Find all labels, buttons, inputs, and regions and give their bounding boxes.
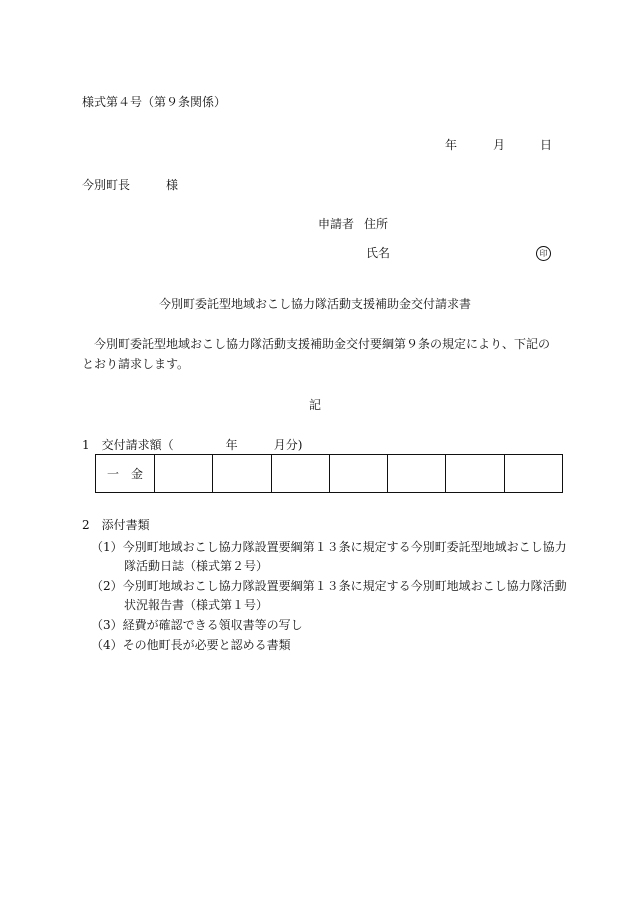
form-number: 様式第４号（第９条関係） xyxy=(82,95,227,109)
section1-year: 年 xyxy=(225,438,238,452)
applicant-block xyxy=(318,216,388,232)
attachment-item-4: （4）その他町長が必要と認める書類 xyxy=(91,638,291,652)
document-title: 今別町委託型地域おこし協力隊活動支援補助金交付請求書 xyxy=(158,297,471,311)
amount-table xyxy=(95,454,563,493)
amount-prefix-cell: 一 金 xyxy=(96,455,155,493)
section2-label: 添付書類 xyxy=(101,518,150,532)
addressee xyxy=(82,177,178,193)
addressee-name: 今別町長 xyxy=(82,178,131,192)
amount-digit-cell[interactable] xyxy=(271,455,329,493)
section1-month: 月分) xyxy=(273,438,303,452)
date-day-label: 日 xyxy=(540,138,553,152)
amount-digit-cell[interactable] xyxy=(388,455,446,493)
attachment-item-2-line1: （2）今別町地域おこし協力隊設置要綱第１３条に規定する今別町地域おこし協力隊活動 xyxy=(91,579,567,593)
ki-heading: 記 xyxy=(308,398,321,412)
section1-number: 1 xyxy=(82,438,90,452)
section2-heading xyxy=(82,517,150,533)
name-label: 氏名 xyxy=(366,246,391,260)
seal-mark: 印 xyxy=(536,246,551,261)
body-text: 今別町委託型地域おこし協力隊活動支援補助金交付要綱第９条の規定により、下記のとおり請求します。 xyxy=(82,337,551,371)
attachment-item-1-line1: （1）今別町地域おこし協力隊設置要綱第１３条に規定する今別町委託型地域おこし協力 xyxy=(91,540,567,554)
addressee-honorific: 様 xyxy=(166,178,179,192)
amount-digit-cell[interactable] xyxy=(329,455,387,493)
applicant-label: 申請者 xyxy=(318,217,355,231)
amount-digit-cell[interactable] xyxy=(446,455,504,493)
attachment-item-2-line2: 状況報告書（様式第１号） xyxy=(124,598,269,612)
amount-digit-cell[interactable] xyxy=(504,455,562,493)
section1-heading xyxy=(82,437,302,453)
section1-label: 交付請求額（ xyxy=(101,438,174,452)
amount-row xyxy=(96,455,563,493)
attachment-item-3: （3）経費が確認できる領収書等の写し xyxy=(91,618,303,632)
amount-digit-cell[interactable] xyxy=(155,455,213,493)
address-label: 住所 xyxy=(364,217,389,231)
amount-digit-cell[interactable] xyxy=(213,455,271,493)
date-month-label: 月 xyxy=(493,138,506,152)
attachment-item-1-line2: 隊活動日誌（様式第２号） xyxy=(124,559,269,573)
section2-number: 2 xyxy=(82,518,90,532)
date-year-label: 年 xyxy=(445,138,458,152)
